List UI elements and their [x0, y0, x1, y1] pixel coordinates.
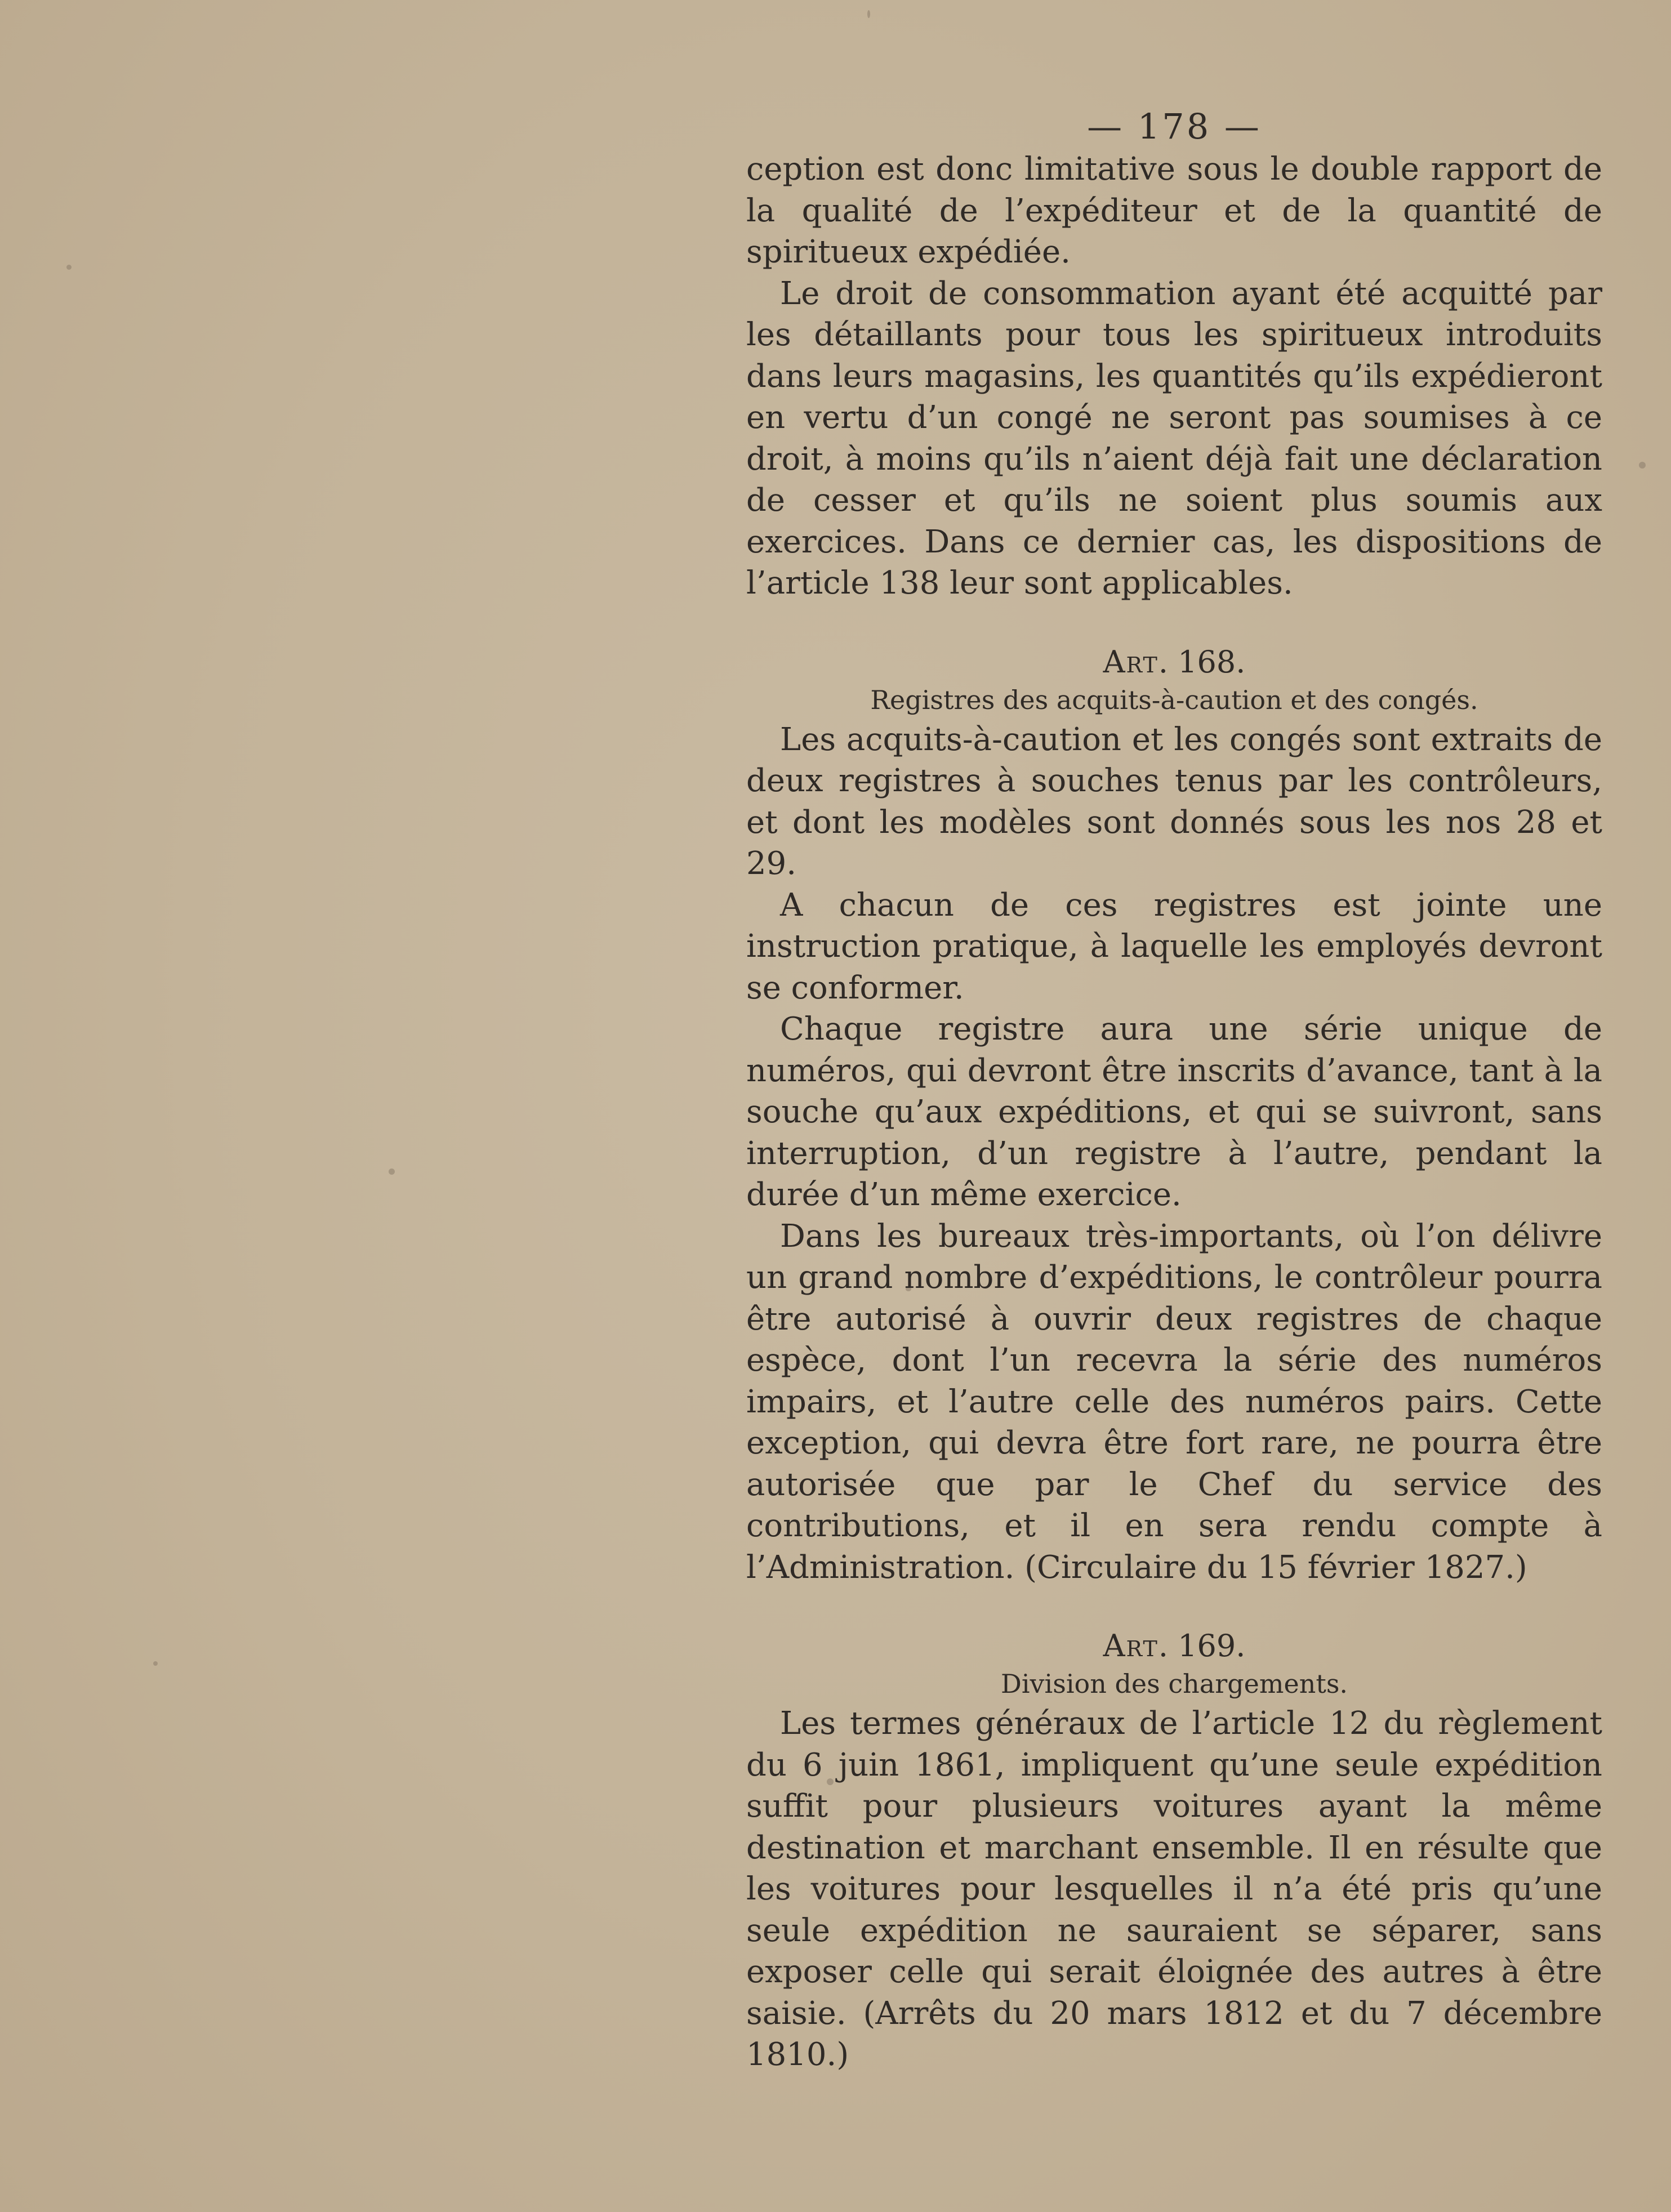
- article-168: [746, 643, 1602, 1589]
- paper-speck: [389, 1169, 395, 1175]
- paragraph: Les termes généraux de l’article 12 du règlement du 6 juin 1861, impliquent qu’une seule expédition suffit pour plusieurs voitures ayant la même destination et marchant ensemble. Il en résulte que les voitures pour lesquelles il n’a été pris qu’une seule expédition ne sauraient se séparer, sans exposer celle qui serait éloignée des autres à être saisie. (Arrêts du 20 mars 1812 et du 7 décembre 1810.): [746, 1705, 1602, 2073]
- text-column: [746, 107, 1602, 2076]
- article-heading: [746, 643, 1602, 682]
- page-number: — 178 —: [1087, 106, 1262, 147]
- article-heading: [746, 1626, 1602, 1666]
- paragraph: ception est donc limitative sous le double rapport de la qualité de l’expéditeur et de la quantité de spiritueux expédiée.: [746, 151, 1602, 270]
- article-subtitle: Registres des acquits-à-caution et des congés.: [870, 684, 1478, 715]
- paragraph: A chacun de ces registres est jointe une instruction pratique, à laquelle les employés devront se conformer.: [746, 886, 1602, 1006]
- paragraph: Le droit de consommation ayant été acquitté par les détaillants pour tous les spiritueux introduits dans leurs magasins, les quantités qu’ils expédieront en vertu d’un congé ne seront pas soumises à ce droit, à moins qu’ils n’aient déjà fait une déclaration de cesser et qu’ils ne soient plus soumis aux exercices. Dans ce dernier cas, les dispositions de l’article 138 leur sont applicables.: [746, 275, 1602, 601]
- article-subtitle: Division des chargements.: [1000, 1669, 1348, 1699]
- paper-speck: [66, 265, 72, 270]
- article-number: . 168.: [1158, 644, 1246, 680]
- article-label: Art: [1103, 1628, 1158, 1664]
- paper-speck: [153, 1661, 158, 1666]
- paragraph: Dans les bureaux très-importants, où l’on délivre un grand nombre d’expéditions, le contrôleur pourra être autorisé à ouvrir deux registres de chaque espèce, dont l’un recevra la série des numéros impairs, et l’autre celle des numéros pairs. Cette exception, qui devra être fort rare, ne pourra être autorisée que par le Chef du service des contributions, et il en sera rendu compte à l’Administration. (Circulaire du 15 février 1827.): [746, 1218, 1602, 1586]
- paper-speck: [867, 10, 870, 18]
- paragraph: Les acquits-à-caution et les congés sont extraits de deux registres à souches tenus par les contrôleurs, et dont les modèles sont donnés sous les nos 28 et 29.: [746, 721, 1602, 882]
- paper-speck: [1639, 462, 1646, 469]
- paragraph: Chaque registre aura une série unique de numéros, qui devront être inscrits d’avance, tant à la souche qu’aux expéditions, et qui se suivront, sans interruption, d’un registre à l’autre, pendant la durée d’un même exercice.: [746, 1011, 1602, 1213]
- article-169: [746, 1626, 1602, 2076]
- article-label: Art: [1103, 644, 1158, 680]
- article-number: . 169.: [1158, 1628, 1246, 1664]
